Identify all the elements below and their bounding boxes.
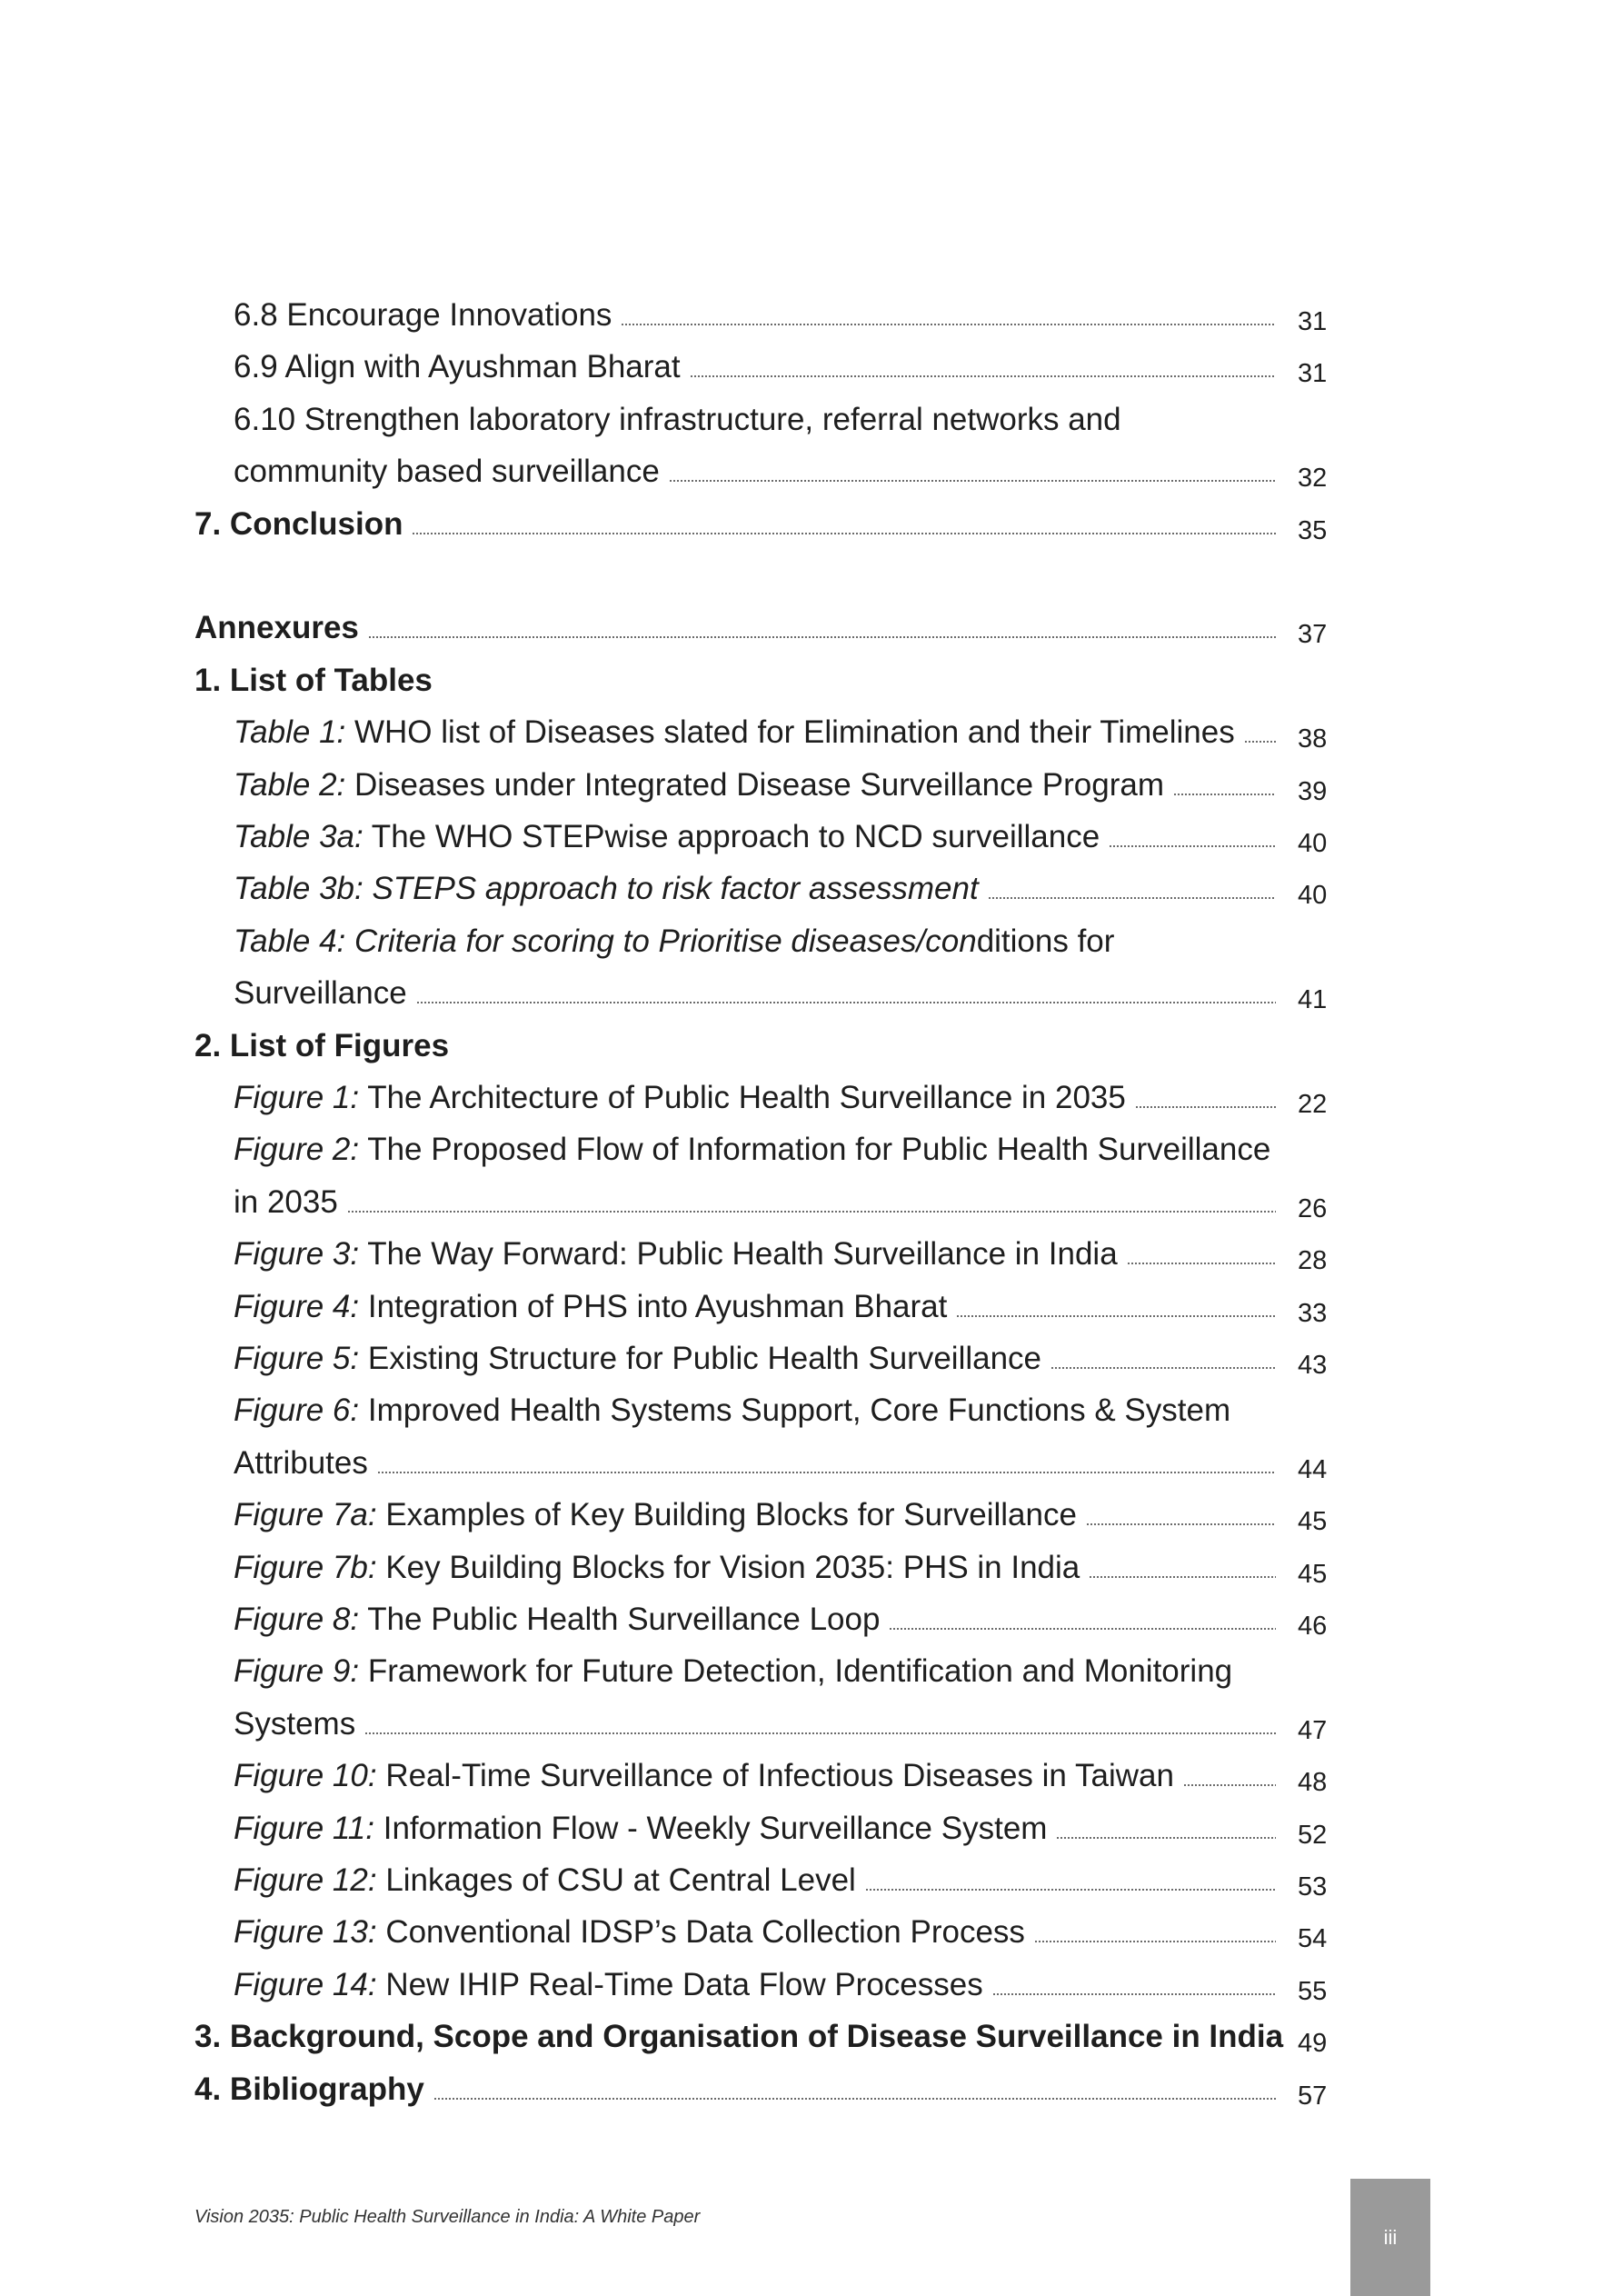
toc-entry-line	[234, 1542, 1276, 1593]
toc-entry-label: Table 3a:	[234, 819, 363, 854]
toc-entry-title	[234, 1758, 1174, 1794]
toc-entry-title	[234, 767, 1164, 804]
toc-entry[interactable]	[0, 1020, 1623, 1072]
toc-entry[interactable]	[0, 498, 1623, 550]
dot-leader	[1183, 1784, 1276, 1786]
toc-page-number: 32	[1298, 464, 1328, 494]
toc-page-number: 37	[1298, 620, 1328, 650]
toc-entry[interactable]	[0, 967, 1623, 1019]
toc-entry-text: Framework for Future Detection, Identification and Monitoring	[359, 1653, 1233, 1690]
toc-entry[interactable]	[0, 2011, 1623, 2062]
toc-entry-text: 3. Background, Scope and Organisation of Disease Surveillance in India	[194, 2019, 1284, 2055]
toc-entry-text: Existing Structure for Public Health Surveillance	[359, 1341, 1042, 1376]
dot-leader	[433, 2098, 1276, 2100]
page-number-tab	[1350, 2179, 1430, 2296]
dot-leader	[889, 1628, 1276, 1630]
toc-entry-title	[234, 1653, 1232, 1690]
toc-page-number: 33	[1298, 1298, 1328, 1328]
toc-entry-text: in 2035	[234, 1183, 338, 1220]
toc-entry-title	[234, 1862, 856, 1899]
toc-entry[interactable]	[0, 654, 1623, 706]
dot-leader	[1056, 1837, 1276, 1839]
toc-entry-label: Figure 3:	[234, 1236, 360, 1273]
toc-entry-text: Conventional IDSP’s Data Collection Process	[376, 1914, 1025, 1951]
dot-leader	[412, 533, 1276, 534]
toc-entry-label: Figure 7b:	[234, 1549, 377, 1585]
toc-entry-title	[234, 1497, 1077, 1533]
toc-entry-line	[234, 1437, 1276, 1489]
toc-entry-title	[234, 1602, 880, 1638]
toc-entry-title	[234, 1914, 1025, 1951]
footer-document-title: Vision 2035: Public Health Surveillance in India: A White Paper	[194, 2207, 701, 2227]
toc-entry[interactable]	[0, 1645, 1623, 1697]
toc-page-number: 48	[1298, 1768, 1328, 1798]
dot-leader	[1086, 1523, 1276, 1525]
toc-entry-line	[234, 1959, 1276, 2011]
toc-entry-line	[234, 1123, 1276, 1175]
dot-leader	[1109, 845, 1276, 847]
dot-leader	[1127, 1263, 1276, 1264]
toc-entry[interactable]	[0, 706, 1623, 758]
toc-entry[interactable]	[0, 1437, 1623, 1489]
toc-entry-line	[234, 445, 1276, 497]
toc-entry-title	[234, 1967, 983, 2003]
toc-page-number: 35	[1298, 515, 1328, 545]
toc-entry-title	[234, 1080, 1126, 1116]
dot-leader	[669, 480, 1276, 482]
toc-entry-title	[194, 2071, 424, 2108]
dot-leader	[956, 1315, 1276, 1317]
toc-entry-title	[234, 1132, 1270, 1168]
toc-entry-text: Real-Time Surveillance of Infectious Diseases in Taiwan	[376, 1758, 1174, 1794]
toc-entry-text: Linkages of CSU at Central Level	[376, 1862, 856, 1898]
toc-entry-text: Examples of Key Building Blocks for Surveillance	[376, 1497, 1077, 1533]
toc-entry-title	[234, 349, 681, 385]
toc-entry-title	[234, 402, 1121, 438]
toc-entry-title	[234, 454, 660, 490]
toc-page-number: 26	[1298, 1193, 1328, 1223]
toc-entry-line	[194, 2011, 1284, 2062]
toc-entry-line	[234, 1072, 1276, 1123]
toc-entry-line	[234, 1228, 1276, 1280]
toc-entry[interactable]	[0, 1906, 1623, 1958]
toc-entry-title	[234, 1706, 355, 1742]
toc-entry-label: Figure 14:	[234, 1966, 377, 2002]
toc-entry-title	[194, 506, 403, 543]
toc-page-number: 52	[1298, 1820, 1328, 1850]
toc-entry-title	[194, 610, 359, 646]
dot-leader	[364, 1732, 1276, 1734]
toc-page-number: 55	[1298, 1976, 1328, 2006]
toc-page-number: 38	[1298, 724, 1328, 754]
toc-entry-title	[234, 1811, 1047, 1847]
dot-leader	[1173, 794, 1276, 795]
toc-entry-title	[234, 819, 1100, 855]
toc-entry-title	[194, 663, 433, 699]
toc-entry-line	[234, 1281, 1276, 1333]
toc-entry-label: Figure 12:	[234, 1862, 377, 1898]
toc-entry[interactable]	[0, 602, 1623, 654]
toc-page-number: 31	[1298, 359, 1328, 389]
toc-entry-text: 6.9 Align with Ayushman Bharat	[234, 349, 681, 385]
dot-leader	[992, 1993, 1276, 1995]
toc-entry-text: 1. List of Tables	[194, 662, 433, 698]
toc-entry-label: Figure 6:	[234, 1393, 360, 1429]
toc-entry-line	[234, 1802, 1276, 1854]
toc-entry-line	[234, 706, 1276, 758]
toc-entry-label: Figure 4:	[234, 1288, 360, 1324]
toc-entry[interactable]	[0, 1959, 1623, 2011]
toc-page-number: 54	[1298, 1924, 1328, 1954]
toc-entry[interactable]	[0, 1228, 1623, 1280]
dot-leader	[1089, 1576, 1276, 1578]
toc-entry[interactable]	[0, 2063, 1623, 2115]
toc-entry-label: Figure 7a:	[234, 1497, 377, 1533]
toc-entry-line	[194, 602, 1276, 654]
toc-entry-text: The Public Health Surveillance Loop	[359, 1602, 881, 1637]
dot-leader	[1244, 741, 1276, 743]
toc-entry-text: Annexures	[194, 610, 359, 646]
toc-entry[interactable]	[0, 1333, 1623, 1384]
toc-entry[interactable]	[0, 1123, 1623, 1175]
toc-entry-text: Surveillance	[234, 975, 407, 1012]
toc-page-number: 41	[1298, 985, 1328, 1015]
toc-entry-title	[234, 1550, 1080, 1586]
toc-entry-line	[234, 759, 1276, 811]
toc-page-number: 53	[1298, 1872, 1328, 1902]
dot-leader	[865, 1889, 1276, 1891]
toc-entry-label: Table 4: Criteria for scoring to Prioritise diseases/con	[234, 923, 977, 959]
toc-entry-text: Improved Health Systems Support, Core Functions & System	[359, 1393, 1231, 1429]
toc-entry-title	[234, 1341, 1041, 1377]
toc-entry-line	[234, 1645, 1276, 1697]
toc-entry[interactable]	[0, 341, 1623, 393]
toc-entry-line	[194, 654, 1276, 706]
toc-entry-line	[234, 1489, 1276, 1541]
toc-entry[interactable]	[0, 915, 1623, 967]
toc-entry-label: Table 1:	[234, 714, 346, 751]
toc-entry-line	[234, 394, 1276, 445]
toc-entry-text: The Architecture of Public Health Surveillance in 2035	[359, 1080, 1126, 1115]
toc-entry-text: Diseases under Integrated Disease Surveillance Program	[345, 766, 1165, 803]
toc-entry-label: Figure 2:	[234, 1132, 360, 1168]
toc-entry-line	[194, 2063, 1276, 2115]
toc-entry-text: Systems	[234, 1705, 356, 1742]
dot-leader	[621, 324, 1276, 325]
toc-entry-title	[234, 1289, 947, 1325]
toc-entry[interactable]	[0, 394, 1623, 445]
toc-entry-line	[234, 967, 1276, 1019]
toc-entry-title	[234, 714, 1235, 751]
dot-leader	[1050, 1367, 1276, 1369]
toc-entry-line	[234, 289, 1276, 341]
toc-entry-text: The Way Forward: Public Health Surveillance in India	[359, 1236, 1118, 1273]
toc-page-number: 57	[1298, 2081, 1328, 2111]
toc-page-number: 43	[1298, 1351, 1328, 1380]
toc-entry-label: Figure 8:	[234, 1602, 360, 1637]
toc-entry-text: 2. List of Figures	[194, 1027, 450, 1063]
toc-entry-title	[234, 975, 407, 1012]
toc-entry-title	[234, 871, 979, 907]
toc-page-number: 47	[1298, 1715, 1328, 1745]
toc-entry-text: New IHIP Real-Time Data Flow Processes	[376, 1966, 983, 2002]
toc-page-number: 45	[1298, 1559, 1328, 1589]
toc-entry[interactable]	[0, 1750, 1623, 1802]
dot-leader	[988, 897, 1276, 899]
toc-entry-title	[194, 1028, 449, 1064]
page-number: iii	[1383, 2225, 1398, 2249]
toc-entry[interactable]	[0, 445, 1623, 497]
toc-entry-text: 6.8 Encourage Innovations	[234, 297, 612, 333]
toc-entry[interactable]	[0, 811, 1623, 863]
toc-entry-line	[234, 1384, 1276, 1436]
toc-entry-label: Table 2:	[234, 766, 346, 803]
toc-entry-title	[234, 1445, 368, 1482]
toc-entry-line	[234, 341, 1276, 393]
toc-page-number: 40	[1298, 881, 1328, 911]
toc-entry[interactable]	[0, 1281, 1623, 1333]
dot-leader	[416, 1002, 1276, 1003]
toc-entry[interactable]	[0, 1176, 1623, 1228]
toc-entry-text: 6.10 Strengthen laboratory infrastructure, referral networks and	[234, 401, 1121, 437]
toc-entry-label: Figure 1:	[234, 1080, 360, 1115]
toc-entry-label: Table 3b: STEPS approach to risk factor assessment	[234, 871, 979, 907]
toc-entry-title	[234, 1184, 338, 1221]
toc-entry-label: Figure 11:	[234, 1810, 374, 1846]
toc-entry-line	[194, 498, 1276, 550]
toc-entry-line	[234, 863, 1276, 914]
toc-entry[interactable]	[0, 1542, 1623, 1593]
toc-entry-line	[194, 1020, 1276, 1072]
toc-entry[interactable]	[0, 759, 1623, 811]
toc-page-number: 39	[1298, 776, 1328, 806]
toc-entry-line	[234, 1176, 1276, 1228]
toc-entry-text: 7. Conclusion	[194, 505, 403, 542]
toc-entry-text: community based surveillance	[234, 454, 660, 490]
toc-entry[interactable]	[0, 289, 1623, 341]
toc-entry-title	[194, 2019, 1283, 2055]
toc-entry-text: The Proposed Flow of Information for Public Health Surveillance	[359, 1132, 1271, 1168]
toc-entry[interactable]	[0, 1854, 1623, 1906]
toc-entry-text: WHO list of Diseases slated for Elimination and their Timelines	[345, 714, 1235, 751]
toc-entry-text: Key Building Blocks for Vision 2035: PHS in India	[376, 1549, 1080, 1585]
toc-page-number: 31	[1298, 307, 1328, 336]
toc-entry-line	[234, 1698, 1276, 1750]
toc-entry[interactable]	[0, 1698, 1623, 1750]
toc-entry-text: Integration of PHS into Ayushman Bharat	[359, 1288, 948, 1324]
toc-entry-text: ditions for	[976, 923, 1115, 959]
toc-page-number: 45	[1298, 1507, 1328, 1537]
toc-page-number: 49	[1298, 2029, 1328, 2059]
toc-entry-label: Figure 10:	[234, 1758, 377, 1794]
toc-entry-line	[234, 811, 1276, 863]
dot-leader	[368, 636, 1276, 638]
toc-page-number: 22	[1298, 1090, 1328, 1119]
toc-entry[interactable]	[0, 1384, 1623, 1436]
dot-leader	[690, 375, 1276, 377]
toc-entry[interactable]	[0, 863, 1623, 914]
toc-entry-line	[234, 1593, 1276, 1645]
toc-entry-title	[234, 923, 1114, 960]
toc-entry-title	[234, 297, 612, 334]
toc-entry[interactable]	[0, 1072, 1623, 1123]
dot-leader	[377, 1472, 1276, 1473]
toc-entry-text: 4. Bibliography	[194, 2071, 424, 2107]
toc-page-number: 28	[1298, 1246, 1328, 1276]
toc-entry-title	[234, 1393, 1230, 1429]
dot-leader	[1034, 1941, 1276, 1942]
toc-entry-line	[234, 1906, 1276, 1958]
toc-entry[interactable]	[0, 1802, 1623, 1854]
toc-entry[interactable]	[0, 1489, 1623, 1541]
toc-entry-text: Information Flow - Weekly Surveillance System	[374, 1810, 1048, 1846]
toc-entry-text: Attributes	[234, 1444, 368, 1481]
toc-page-number: 44	[1298, 1454, 1328, 1484]
toc-entry-line	[234, 1333, 1276, 1384]
toc-page-number: 46	[1298, 1612, 1328, 1641]
toc-entry-title	[234, 1236, 1118, 1273]
toc-entry[interactable]	[0, 1593, 1623, 1645]
toc-entry-line	[234, 1854, 1276, 1906]
dot-leader	[347, 1211, 1276, 1213]
toc-page-number: 40	[1298, 829, 1328, 858]
toc-entry-line	[234, 915, 1276, 967]
toc-entry-label: Figure 13:	[234, 1914, 377, 1951]
toc-entry-label: Figure 5:	[234, 1341, 360, 1376]
toc-entry-text: The WHO STEPwise approach to NCD surveillance	[363, 819, 1100, 854]
toc-entry-line	[234, 1750, 1276, 1802]
dot-leader	[1135, 1106, 1276, 1108]
toc-entry-label: Figure 9:	[234, 1653, 360, 1690]
